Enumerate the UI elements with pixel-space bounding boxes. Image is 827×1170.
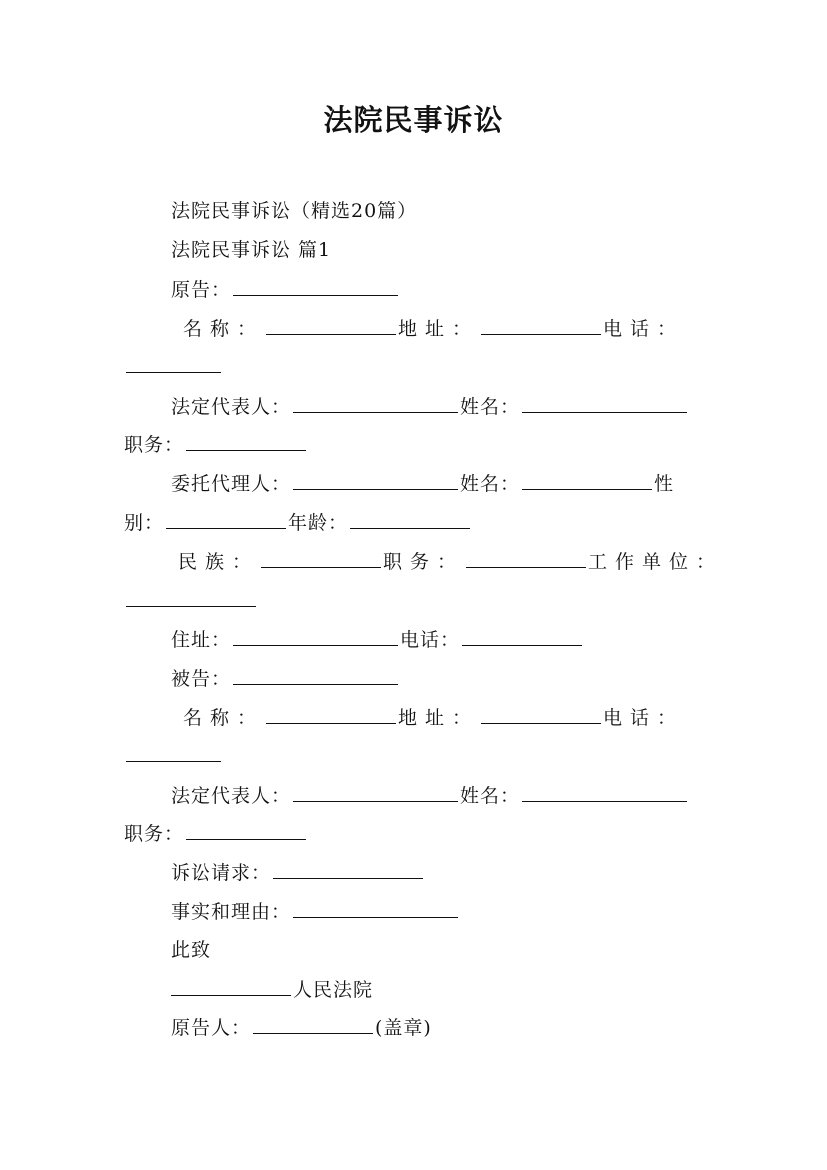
closing-text: 此致 <box>171 939 212 961</box>
plaintiff-signature-label: 原告人： <box>171 1017 252 1039</box>
defendant-legal-rep-name-label: 姓名： <box>460 785 521 807</box>
defendant-name-blank[interactable] <box>266 704 396 724</box>
agent-phone-label: 电话： <box>400 629 461 651</box>
defendant-name-label: 名称： <box>183 707 265 729</box>
defendant-position-blank[interactable] <box>186 820 306 840</box>
court-name-blank[interactable] <box>171 976 291 996</box>
plaintiff-legal-rep-label: 法定代表人： <box>171 396 292 418</box>
agent-blank[interactable] <box>293 470 458 490</box>
agent-gender-label-start: 性 <box>654 473 675 495</box>
agent-residence-blank[interactable] <box>233 626 398 646</box>
defendant-row <box>171 665 400 692</box>
agent-workplace-blank[interactable] <box>126 587 256 607</box>
court-row <box>171 976 373 1003</box>
agent-age-label: 年龄： <box>288 512 349 534</box>
plaintiff-position-row <box>124 431 308 458</box>
plaintiff-phone-label: 电话： <box>603 318 685 340</box>
plaintiff-legal-rep-blank[interactable] <box>293 393 458 413</box>
agent-age-blank[interactable] <box>350 509 470 529</box>
plaintiff-name-blank[interactable] <box>266 315 396 335</box>
defendant-label: 被告： <box>171 668 232 690</box>
defendant-legal-rep-name-blank[interactable] <box>522 782 687 802</box>
section-heading: 法院民事诉讼 篇1 <box>171 239 332 261</box>
defendant-position-row <box>124 820 308 847</box>
plaintiff-blank[interactable] <box>233 276 398 296</box>
agent-label: 委托代理人： <box>171 473 292 495</box>
plaintiff-address-label: 地址： <box>398 318 480 340</box>
agent-ethnicity-row <box>178 548 723 575</box>
defendant-blank[interactable] <box>233 665 398 685</box>
agent-gender-age-row <box>124 509 472 536</box>
agent-gender-blank[interactable] <box>166 509 286 529</box>
plaintiff-name-label: 名称： <box>183 318 265 340</box>
defendant-legal-rep-row <box>171 782 689 809</box>
plaintiff-position-label: 职务： <box>124 434 185 456</box>
claims-facts-blank[interactable] <box>293 898 458 918</box>
defendant-legal-rep-label: 法定代表人： <box>171 785 292 807</box>
claims-requests-row <box>171 859 425 886</box>
court-suffix: 人民法院 <box>293 979 374 1001</box>
claims-facts-label: 事实和理由： <box>171 901 292 923</box>
agent-workplace-continuation <box>124 587 258 614</box>
agent-name-label: 姓名： <box>460 473 521 495</box>
defendant-address-label: 地址： <box>398 707 480 729</box>
claims-requests-blank[interactable] <box>273 859 423 879</box>
seal-note: (盖章) <box>375 1017 432 1039</box>
plaintiff-legal-rep-row <box>171 393 689 420</box>
agent-phone-blank[interactable] <box>462 626 582 646</box>
agent-ethnicity-label: 民族： <box>178 551 260 573</box>
plaintiff-phone-blank[interactable] <box>126 353 221 373</box>
agent-residence-row <box>171 626 584 653</box>
defendant-address-blank[interactable] <box>481 704 601 724</box>
plaintiff-name-row <box>183 315 684 342</box>
claims-requests-label: 诉讼请求： <box>171 862 272 884</box>
agent-workplace-label: 工作单位： <box>588 551 724 573</box>
defendant-phone-continuation <box>124 742 223 769</box>
claims-facts-row <box>171 898 460 925</box>
agent-row <box>171 470 674 497</box>
defendant-position-label: 职务： <box>124 823 185 845</box>
document-subtitle: 法院民事诉讼（精选20篇） <box>171 200 418 222</box>
plaintiff-position-blank[interactable] <box>186 431 306 451</box>
defendant-name-row <box>183 704 684 731</box>
plaintiff-label: 原告： <box>171 279 232 301</box>
plaintiff-signature-row <box>171 1014 432 1041</box>
agent-position-label: 职务： <box>383 551 465 573</box>
agent-gender-label-end: 别： <box>124 512 165 534</box>
plaintiff-phone-continuation <box>124 353 223 380</box>
plaintiff-legal-rep-name-label: 姓名： <box>460 396 521 418</box>
agent-ethnicity-blank[interactable] <box>261 548 381 568</box>
plaintiff-legal-rep-name-blank[interactable] <box>522 393 687 413</box>
plaintiff-row <box>171 276 400 303</box>
document-title: 法院民事诉讼 <box>323 103 504 137</box>
plaintiff-address-blank[interactable] <box>481 315 601 335</box>
defendant-phone-blank[interactable] <box>126 742 221 762</box>
plaintiff-signature-blank[interactable] <box>253 1014 373 1034</box>
defendant-legal-rep-blank[interactable] <box>293 782 458 802</box>
agent-residence-label: 住址： <box>171 629 232 651</box>
agent-position-blank[interactable] <box>466 548 586 568</box>
agent-name-blank[interactable] <box>522 470 652 490</box>
defendant-phone-label: 电话： <box>603 707 685 729</box>
